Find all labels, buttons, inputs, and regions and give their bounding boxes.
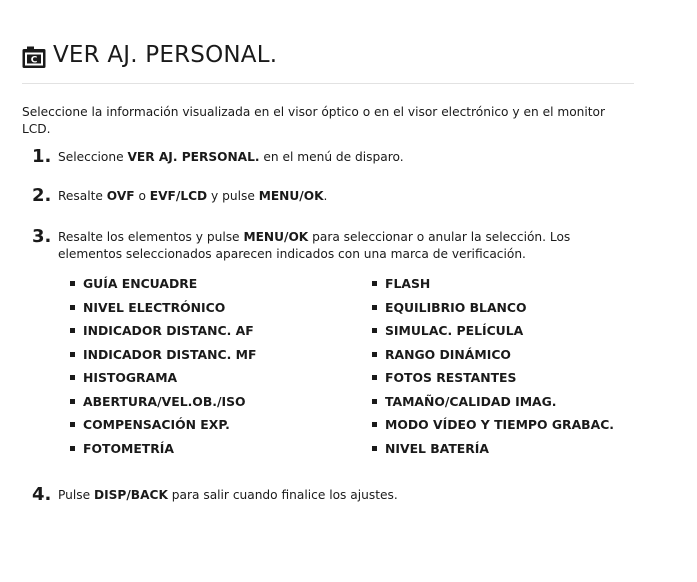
list-item: HISTOGRAMA bbox=[70, 366, 256, 390]
bullet-icon bbox=[70, 399, 75, 404]
bullet-icon bbox=[70, 446, 75, 451]
bullet-icon bbox=[372, 446, 377, 451]
list-item: ABERTURA/VEL.OB./ISO bbox=[70, 390, 256, 414]
list-item: COMPENSACIÓN EXP. bbox=[70, 413, 256, 437]
bullet-icon bbox=[70, 352, 75, 357]
page-header bbox=[22, 40, 277, 70]
bullet-icon bbox=[70, 375, 75, 380]
step-number: 3. bbox=[32, 226, 52, 247]
list-item: MODO VÍDEO Y TIEMPO GRABAC. bbox=[372, 413, 614, 437]
step-2 bbox=[32, 186, 634, 206]
step-number: 2. bbox=[32, 185, 52, 206]
list-item: FOTOS RESTANTES bbox=[372, 366, 614, 390]
bullet-icon bbox=[372, 352, 377, 357]
bullet-icon bbox=[372, 399, 377, 404]
bullet-icon bbox=[372, 281, 377, 286]
step-number: 4. bbox=[32, 484, 52, 505]
step-3 bbox=[32, 227, 634, 263]
bullet-icon bbox=[372, 422, 377, 427]
step-4 bbox=[32, 485, 634, 505]
list-item: GUÍA ENCUADRE bbox=[70, 272, 256, 296]
step-text: Resalte los elementos y pulse MENU/OK para seleccionar o anular la selección. Los elementos seleccionados aparecen indicados con una marca de verificación. bbox=[58, 230, 571, 261]
bullet-icon bbox=[372, 375, 377, 380]
list-item: INDICADOR DISTANC. MF bbox=[70, 343, 256, 367]
list-item: EQUILIBRIO BLANCO bbox=[372, 296, 614, 320]
bullet-icon bbox=[70, 281, 75, 286]
step-text: Seleccione VER AJ. PERSONAL. en el menú de disparo. bbox=[58, 150, 404, 164]
list-item: FOTOMETRÍA bbox=[70, 437, 256, 461]
list-item: NIVEL BATERÍA bbox=[372, 437, 614, 461]
bullet-icon bbox=[70, 328, 75, 333]
list-item: NIVEL ELECTRÓNICO bbox=[70, 296, 256, 320]
bullet-icon bbox=[372, 328, 377, 333]
page-title: VER AJ. PERSONAL. bbox=[53, 42, 278, 68]
bullet-icon bbox=[70, 422, 75, 427]
intro-text: Seleccione la información visualizada en el visor óptico o en el visor electrónico y en el monitor LCD. bbox=[22, 105, 606, 136]
shooting-menu-camera-icon bbox=[22, 45, 46, 69]
title-divider bbox=[22, 83, 634, 84]
step-number: 1. bbox=[32, 146, 52, 167]
step-text: Pulse DISP/BACK para salir cuando finalice los ajustes. bbox=[58, 488, 398, 502]
bullet-icon bbox=[372, 305, 377, 310]
list-item: TAMAÑO/CALIDAD IMAG. bbox=[372, 390, 614, 414]
step-text: Resalte OVF o EVF/LCD y pulse MENU/OK. bbox=[58, 189, 328, 203]
svg-text:C: C bbox=[30, 55, 38, 66]
list-item: RANGO DINÁMICO bbox=[372, 343, 614, 367]
step-1 bbox=[32, 147, 634, 167]
display-items-left bbox=[70, 272, 256, 460]
list-item: FLASH bbox=[372, 272, 614, 296]
bullet-icon bbox=[70, 305, 75, 310]
list-item: INDICADOR DISTANC. AF bbox=[70, 319, 256, 343]
list-item: SIMULAC. PELÍCULA bbox=[372, 319, 614, 343]
display-items-right bbox=[372, 272, 614, 460]
